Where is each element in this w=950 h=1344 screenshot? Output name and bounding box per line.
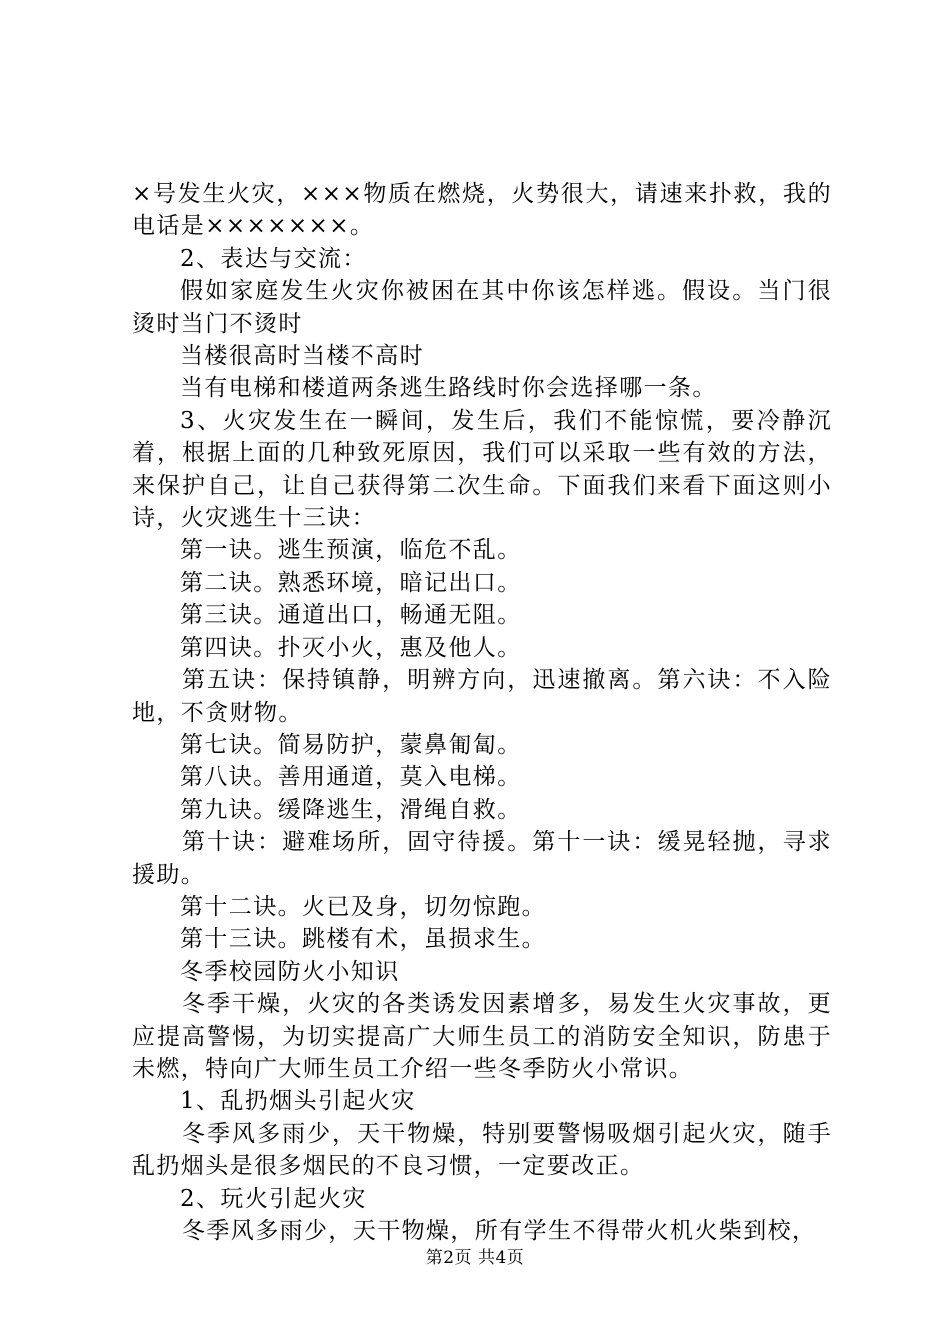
paragraph: 2、表达与交流： <box>180 245 367 272</box>
document-body <box>132 178 832 1247</box>
paragraph: 第十三诀。跳楼有术，虽损求生。 <box>180 926 546 953</box>
page-footer <box>0 1243 950 1268</box>
paragraph: 1、乱扔烟头引起火灾 <box>180 1088 416 1115</box>
paragraph: 冬季干燥，火灾的各类诱发因素增多，易发生火灾事故，更应提高警惕，为切实提高广大师生员工的消防安全知识，防患于未燃，特向广大师生员工介绍一些冬季防火小常识。 <box>132 991 832 1082</box>
paragraph: 冬季风多雨少，天干物燥，特别要警惕吸烟引起火灾，随手乱扔烟头是很多烟民的不良习惯，一定要改正。 <box>132 1120 832 1180</box>
paragraph: 冬季风多雨少，天干物燥，所有学生不得带火机火柴到校， <box>182 1218 817 1244</box>
paragraph: 2、玩火引起火灾 <box>180 1185 367 1212</box>
paragraph: 第九诀。缓降逃生，滑绳自救。 <box>180 796 522 823</box>
paragraph: 当有电梯和楼道两条逃生路线时你会选择哪一条。 <box>180 375 717 402</box>
paragraph: 第十二诀。火已及身，切勿惊跑。 <box>180 893 546 920</box>
paragraph: 第二诀。熟悉环境，暗记出口。 <box>180 569 522 596</box>
paragraph: 第一诀。逃生预演，临危不乱。 <box>180 537 522 564</box>
paragraph: 第五诀：保持镇静，明辨方向，迅速撤离。第六诀：不入险地，不贪财物。 <box>132 667 832 726</box>
section-heading: 冬季校园防火小知识 <box>180 958 400 985</box>
page-number-label: 第2页 共4页 <box>425 1248 525 1268</box>
paragraph: 假如家庭发生火灾你被困在其中你该怎样逃。假设。当门很烫时当门不烫时 <box>132 278 832 337</box>
paragraph: 第十诀：避难场所，固守待援。第十一诀：缓晃轻抛，寻求援助。 <box>132 829 832 888</box>
paragraph: 第七诀。简易防护，蒙鼻匍匐。 <box>180 731 522 758</box>
paragraph: 第四诀。扑灭小火，惠及他人。 <box>180 634 522 661</box>
paragraph: 第八诀。善用通道，莫入电梯。 <box>180 764 522 791</box>
paragraph: 当楼很高时当楼不高时 <box>180 343 424 370</box>
paragraph: ×号发生火灾，×××物质在燃烧，火势很大，请速来扑救，我的电话是×××××××。 <box>132 181 832 240</box>
paragraph: 3、火灾发生在一瞬间，发生后，我们不能惊慌，要冷静沉着，根据上面的几种致死原因，我们可以采取一些有效的方法，来保护自己，让自己获得第二次生命。下面我们来看下面这则小诗，火灾逃生十三诀： <box>132 407 832 532</box>
paragraph: 第三诀。通道出口，畅通无阻。 <box>180 602 522 629</box>
